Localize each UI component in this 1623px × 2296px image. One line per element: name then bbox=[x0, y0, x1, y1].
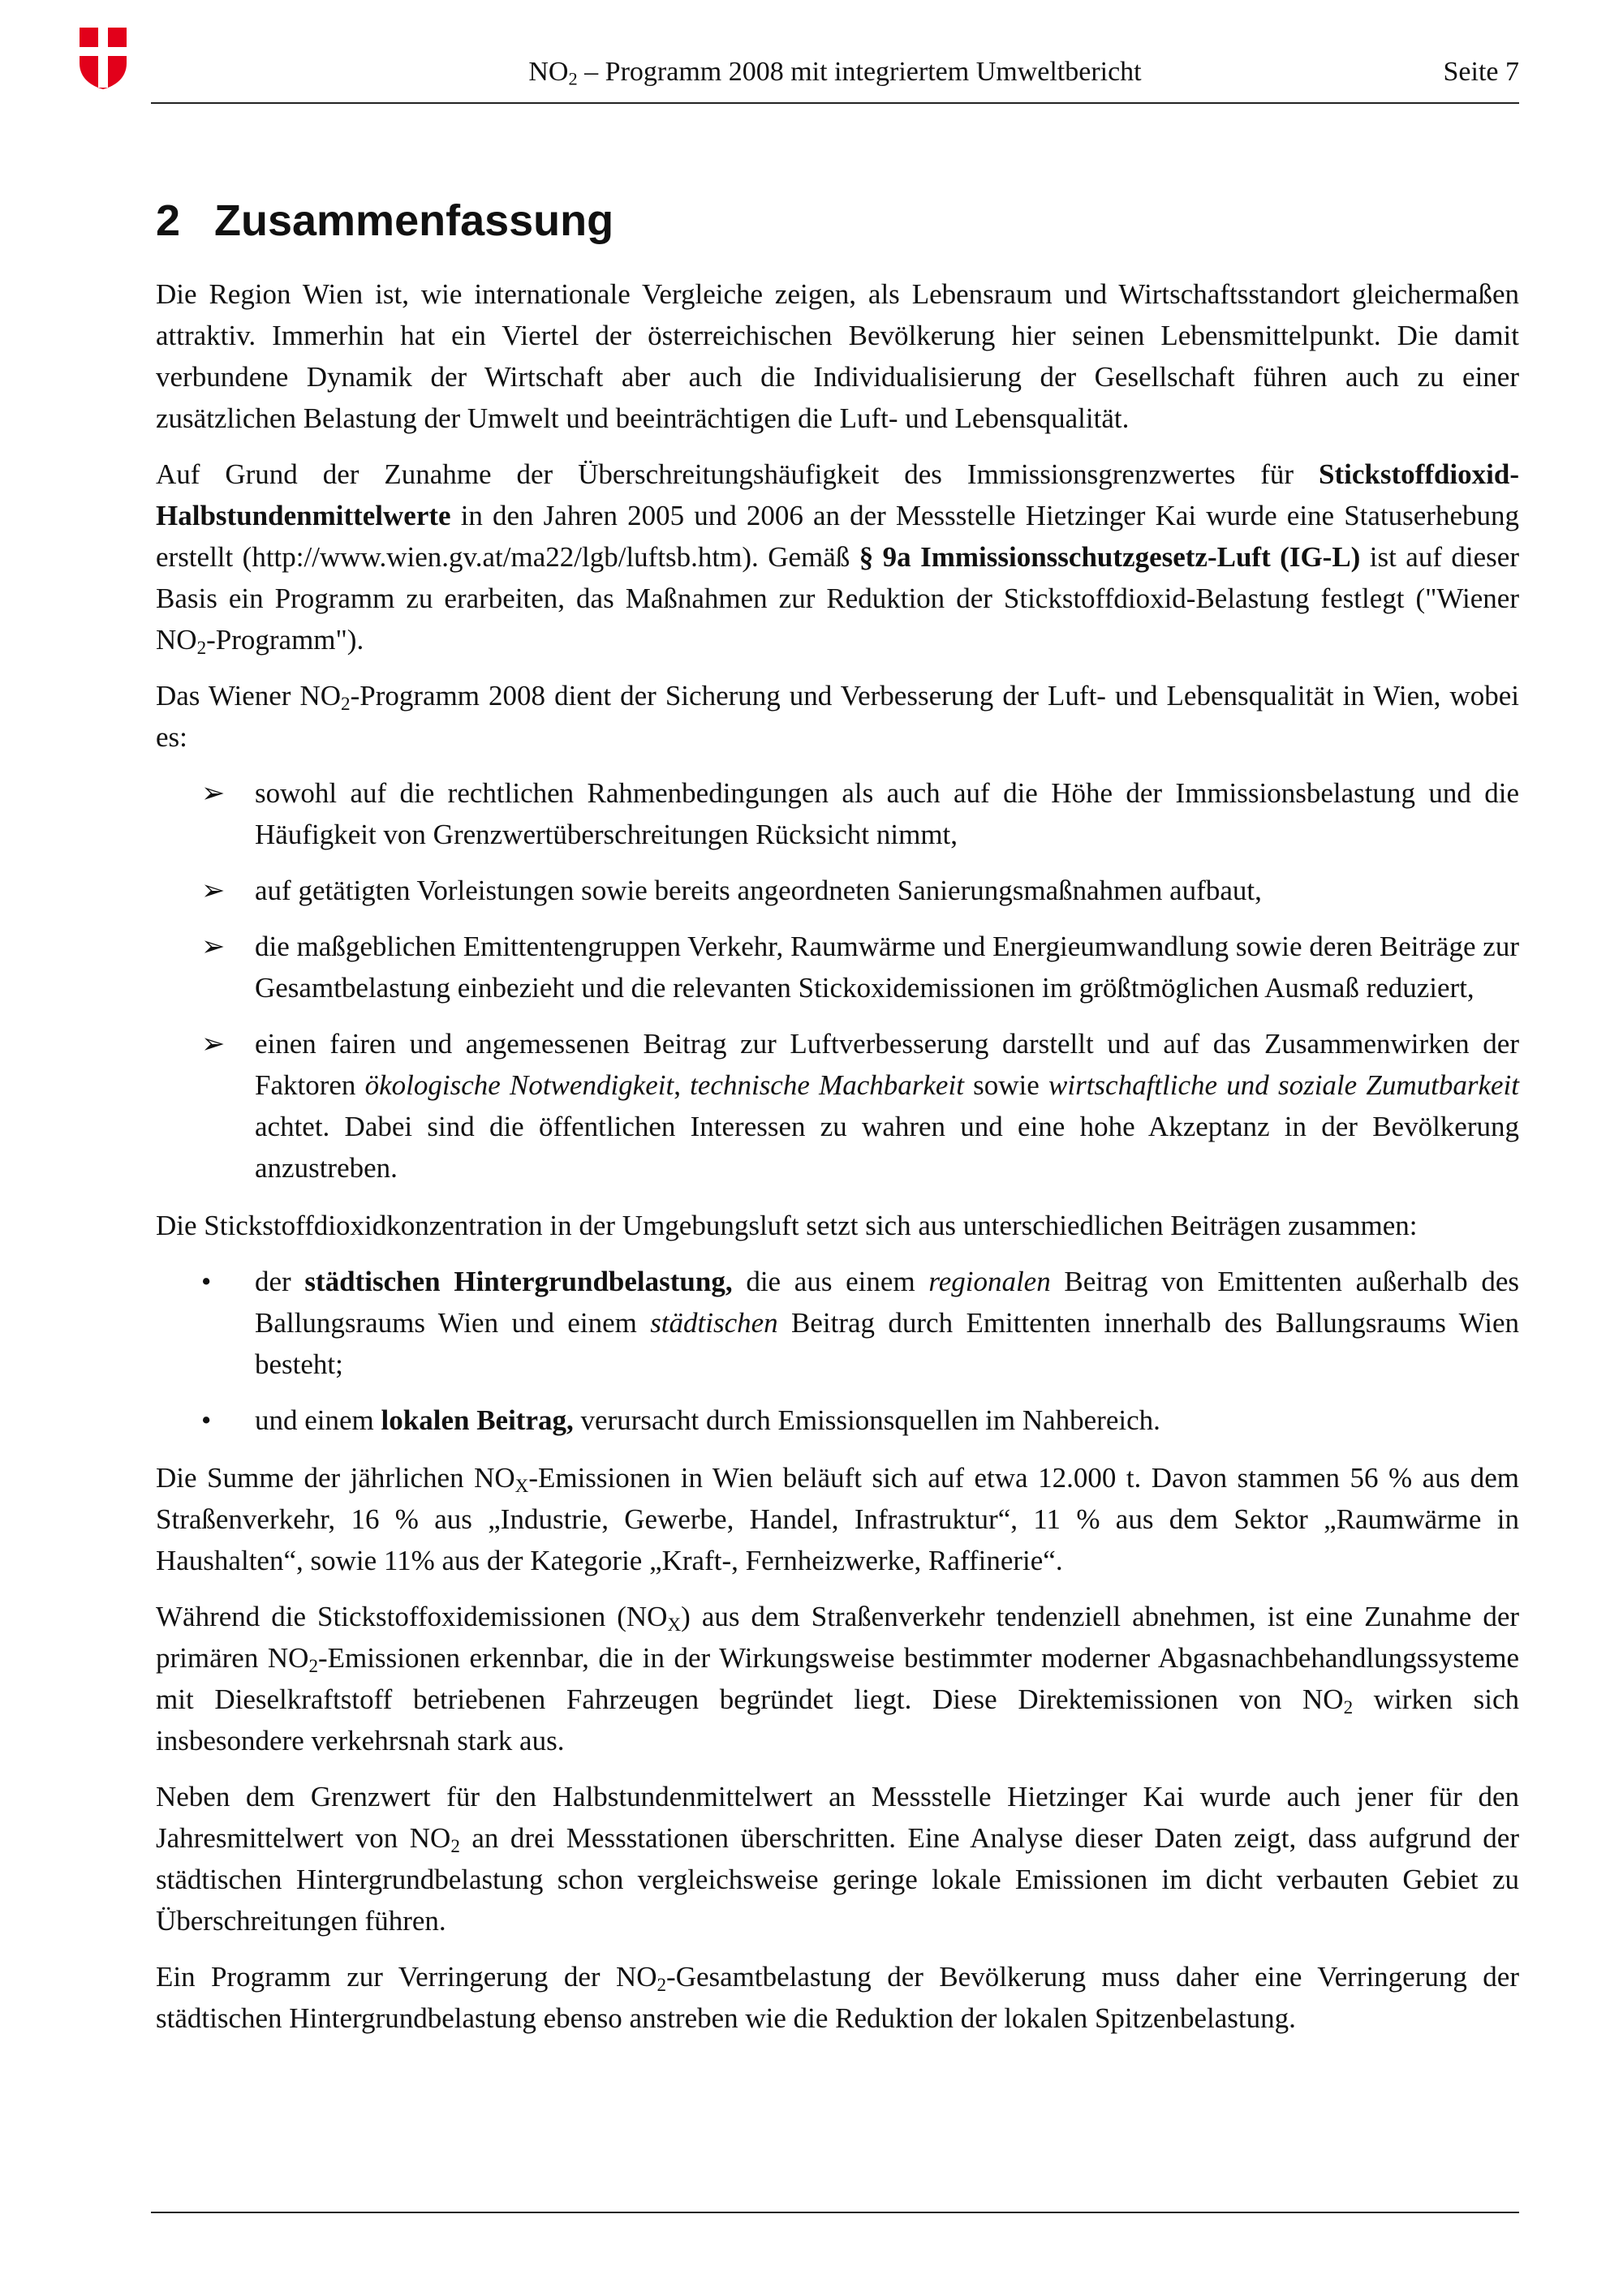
paragraph-grenzwert: Neben dem Grenzwert für den Halbstundenmittelwert an Messstelle Hietzinger Kai wurde auch jener für den Jahresmittelwert von $NO_2$ an drei Messstationen überschritten. Eine Analyse dieser Daten zeigt, dass aufgrund der städtischen Hintergrundbelastung schon vergleichsweise geringe lokale Emissionen im dicht verbauten Gebiet zu Überschreitungen führen. bbox=[156, 1781, 1519, 1937]
section-heading bbox=[156, 195, 1519, 247]
bullet-dot-icon: • bbox=[201, 1404, 212, 1436]
list-item: ➢ einen fairen und angemessenen Beitrag zur Luftverbesserung darstellt und auf das Zusammenwirken der Faktoren ökologische Notwendigkeit, technische Machbarkeit sowie wirtschaftliche und soziale Zumutbarkeit achtet. Dabei sind die öffentlichen Interessen zu wahren und eine hohe Akzeptanz in der Bevölkerung anzustreben. bbox=[156, 1023, 1519, 1189]
document-body bbox=[156, 195, 1519, 2053]
page-number: Seite 7 bbox=[1443, 57, 1519, 87]
list-item: ➢ die maßgeblichen Emittentengruppen Verkehr, Raumwärme und Energieumwandlung sowie deren Beiträge zur Gesamtbelastung einbezieht und die relevanten Stickoxidemissionen im größtmöglichen Ausmaß reduziert, bbox=[156, 926, 1519, 1008]
vienna-coat-of-arms-icon bbox=[78, 26, 128, 91]
arrow-bullet-icon: ➢ bbox=[201, 1028, 226, 1060]
footer-rule bbox=[151, 2212, 1519, 2213]
bullet-list bbox=[156, 1261, 1519, 1441]
arrow-bullet-icon: ➢ bbox=[201, 931, 226, 962]
header-title: $NO_2$ – Programm 2008 mit integriertem Umweltbericht bbox=[528, 57, 1142, 89]
list-item: • und einem lokalen Beitrag, verursacht durch Emissionsquellen im Nahbereich. bbox=[156, 1400, 1519, 1441]
bullet-dot-icon: • bbox=[201, 1266, 212, 1297]
paragraph-direktemissionen: Während die Stickstoffoxidemissionen $(NO_X)$ aus dem Straßenverkehr tendenziell abnehmen, ist eine Zunahme der primären $NO_2$-Emissionen erkennbar, die in der Wirkungsweise bestimmter moderner Abgasnachbehandlungssysteme mit Dieselkraftstoff betriebenen Fahrzeugen begründet liegt. Diese Direktemissionen von $NO_2$ wirken sich insbesondere verkehrsnah stark aus. bbox=[156, 1601, 1520, 1756]
paragraph-emissionen: Die Summe der jährlichen $NO_X$-Emissionen in Wien beläuft sich auf etwa 12.000 t. Davon stammen 56 % aus dem Straßenverkehr, 16 % aus „Industrie, Gewerbe, Handel, Infrastruktur“, 11 % aus dem Sektor „Raumwärme in Haushalten“, sowie 11% aus der Kategorie „Kraft-, Fernheizwerke, Raffinerie“. bbox=[156, 1462, 1519, 1576]
page-header bbox=[151, 50, 1519, 104]
arrow-bullet-icon: ➢ bbox=[201, 777, 226, 809]
section-title: Zusammenfassung bbox=[214, 196, 614, 245]
section-number: 2 bbox=[156, 196, 181, 245]
paragraph-statuserhebung: Auf Grund der Zunahme der Überschreitungshäufigkeit des Immissionsgrenzwertes für Stickstoffdioxid-Halbstundenmittelwerte in den Jahren 2005 und 2006 an der Messstelle Hietzinger Kai wurde eine Statuserhebung erstellt (http://www.wien.gv.at/ma22/lgb/luftsb.htm). Gemäß § 9a Immissionsschutzgesetz-Luft (IG-L) ist auf dieser Basis ein Programm zu erarbeiten, das Maßnahmen zur Reduktion der Stickstoffdioxid-Belastung festlegt ("Wiener $NO_2-Programm$"). bbox=[156, 458, 1519, 658]
arrow-bullet-icon: ➢ bbox=[201, 875, 226, 906]
paragraph-fazit: Ein Programm zur Verringerung der $NO_2$-Gesamtbelastung der Bevölkerung muss daher eine Verringerung der städtischen Hintergrundbelastung ebenso anstreben wie die Reduktion der lokalen Spitzenbelastung. bbox=[156, 1961, 1519, 2034]
list-item: • der städtischen Hintergrundbelastung, die aus einem regionalen Beitrag von Emittenten außerhalb des Ballungsraums Wien und einem städtischen Beitrag durch Emittenten innerhalb des Ballungsraums Wien besteht; bbox=[156, 1261, 1519, 1385]
list-item: ➢ sowohl auf die rechtlichen Rahmenbedingungen als auch auf die Höhe der Immissionsbelastung und die Häufigkeit von Grenzwertüberschreitungen Rücksicht nimmt, bbox=[156, 772, 1519, 855]
arrow-list bbox=[156, 772, 1519, 1189]
list-item: ➢ auf getätigten Vorleistungen sowie bereits angeordneten Sanierungsmaßnahmen aufbaut, bbox=[156, 870, 1519, 911]
paragraph-konzentration: Die Stickstoffdioxidkonzentration in der Umgebungsluft setzt sich aus unterschiedlichen Beiträgen zusammen: bbox=[156, 1210, 1418, 1241]
paragraph-programm: Das Wiener $NO_2$-Programm 2008 dient der Sicherung und Verbesserung der Luft- und Lebensqualität in Wien, wobei es: bbox=[156, 680, 1519, 753]
paragraph-intro: Die Region Wien ist, wie internationale Vergleiche zeigen, als Lebensraum und Wirtschaftsstandort gleichermaßen attraktiv. Immerhin hat ein Viertel der österreichischen Bevölkerung hier seinen Lebensmittelpunkt. Die damit verbundene Dynamik der Wirtschaft aber auch die Individualisierung der Gesellschaft führen auch zu einer zusätzlichen Belastung der Umwelt und beeinträchtigen die Luft- und Lebensqualität. bbox=[156, 278, 1519, 434]
